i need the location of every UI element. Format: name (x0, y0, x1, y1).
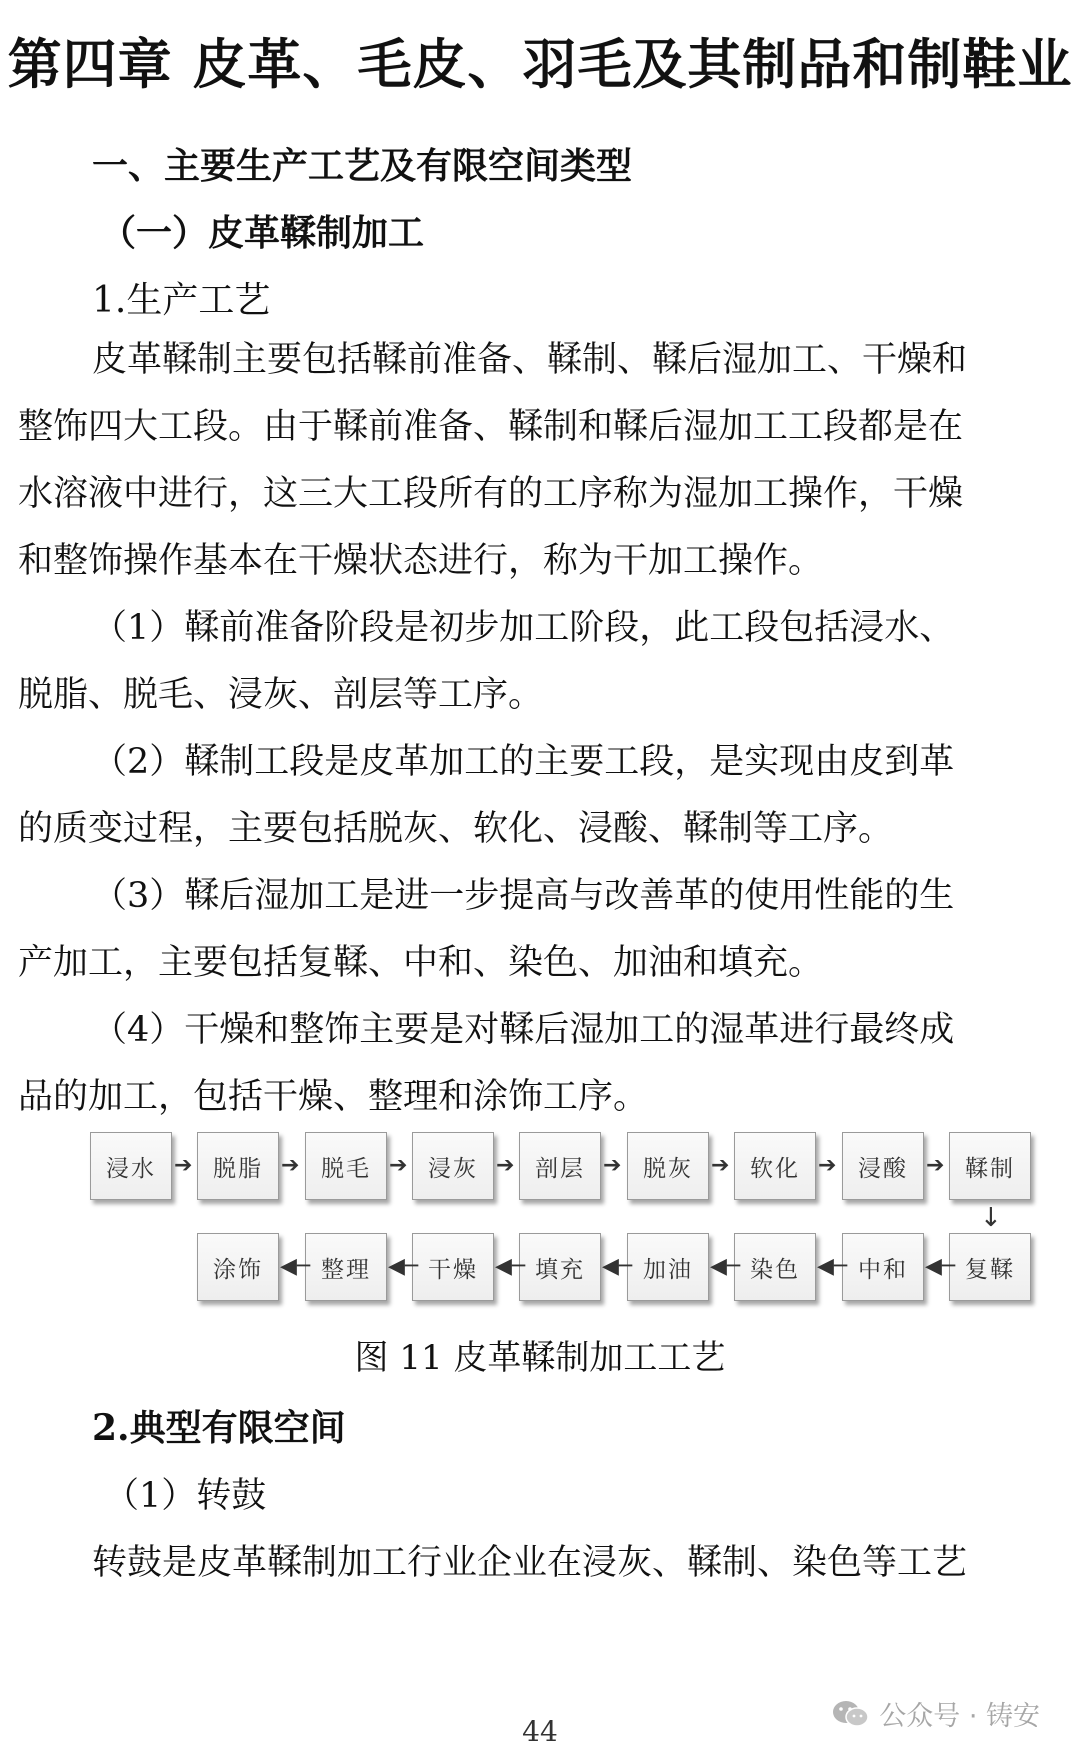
text-line: 品的加工，包括干燥、整理和涂饰工序。 (18, 1077, 649, 1117)
section-heading: 一、主要生产工艺及有限空间类型 (92, 146, 633, 187)
arrow-left-icon: ◀─ (817, 1254, 848, 1279)
flow-step: 浸灰 (412, 1132, 494, 1200)
figure-caption: 图 11 皮革鞣制加工工艺 (354, 1338, 726, 1378)
arrow-left-icon: ◀─ (388, 1254, 419, 1279)
flow-step: 涂饰 (197, 1233, 279, 1301)
text-line: （2）鞣制工段是皮革加工的主要工段，是实现由皮到革 (92, 742, 955, 782)
paragraph-stage-2 (18, 729, 1068, 863)
flow-step: 浸酸 (842, 1132, 924, 1200)
text-line: 产加工，主要包括复鞣、中和、染色、加油和填充。 (18, 943, 824, 983)
flow-step: 脱灰 (627, 1132, 709, 1200)
flow-step: 中和 (842, 1233, 924, 1301)
arrow-down-icon: ↓ (980, 1203, 1002, 1233)
subsection-heading: （一）皮革鞣制加工 (100, 212, 425, 254)
text-line: （3）鞣后湿加工是进一步提高与改善革的使用性能的生 (92, 876, 955, 916)
arrow-right-icon: ➔ (711, 1153, 730, 1178)
text-line: 脱脂、脱毛、浸灰、剖层等工序。 (18, 675, 544, 715)
text-line: （1）鞣前准备阶段是初步加工阶段，此工段包括浸水、 (92, 608, 955, 648)
arrow-left-icon: ◀─ (495, 1254, 526, 1279)
flow-step: 整理 (305, 1233, 387, 1301)
flow-step: 染色 (734, 1233, 816, 1301)
paragraph-stage-1 (18, 595, 1068, 729)
flow-step: 脱毛 (305, 1132, 387, 1200)
page-number: 44 (522, 1715, 558, 1748)
text-line: 皮革鞣制主要包括鞣前准备、鞣制、鞣后湿加工、干燥和 (92, 340, 968, 380)
arrow-right-icon: ➔ (603, 1153, 622, 1178)
flow-step: 软化 (734, 1132, 816, 1200)
chapter-title: 第四章 皮革、毛皮、羽毛及其制品和制鞋业 (7, 33, 1073, 96)
sub-item-heading: （1）转鼓 (104, 1476, 267, 1516)
body-text-line: 转鼓是皮革鞣制加工行业企业在浸灰、鞣制、染色等工艺 (92, 1543, 968, 1583)
flow-step: 干燥 (412, 1233, 494, 1301)
flow-step: 填充 (519, 1233, 601, 1301)
text-line: 整饰四大工段。由于鞣前准备、鞣制和鞣后湿加工工段都是在 (18, 407, 964, 447)
arrow-right-icon: ➔ (389, 1153, 408, 1178)
paragraph-stage-4 (18, 997, 1068, 1131)
arrow-left-icon: ◀─ (280, 1254, 311, 1279)
arrow-left-icon: ◀─ (602, 1254, 633, 1279)
arrow-right-icon: ➔ (281, 1153, 300, 1178)
flow-step: 浸水 (90, 1132, 172, 1200)
arrow-right-icon: ➔ (926, 1153, 945, 1178)
paragraph-stage-3 (18, 863, 1068, 997)
item-heading-confined-space: 2.典型有限空间 (92, 1407, 346, 1449)
watermark-text: 公众号 · 铸安 (879, 1701, 1040, 1732)
text-line: 的质变过程，主要包括脱灰、软化、浸酸、鞣制等工序。 (18, 809, 894, 849)
text-line: （4）干燥和整饰主要是对鞣后湿加工的湿革进行最终成 (92, 1010, 955, 1050)
arrow-right-icon: ➔ (818, 1153, 837, 1178)
arrow-left-icon: ◀─ (925, 1254, 956, 1279)
flow-step: 复鞣 (949, 1233, 1031, 1301)
flow-step: 加油 (627, 1233, 709, 1301)
text-line: 水溶液中进行，这三大工段所有的工序称为湿加工操作，干燥 (18, 474, 964, 514)
text-line: 和整饰操作基本在干燥状态进行，称为干加工操作。 (18, 541, 824, 581)
arrow-left-icon: ◀─ (710, 1254, 741, 1279)
arrow-right-icon: ➔ (174, 1153, 193, 1178)
flow-step: 鞣制 (949, 1132, 1031, 1200)
flow-step: 脱脂 (197, 1132, 279, 1200)
intro-paragraph (18, 327, 1068, 595)
arrow-right-icon: ➔ (496, 1153, 515, 1178)
flow-step: 剖层 (519, 1132, 601, 1200)
item-heading-production: 1.生产工艺 (92, 280, 271, 321)
